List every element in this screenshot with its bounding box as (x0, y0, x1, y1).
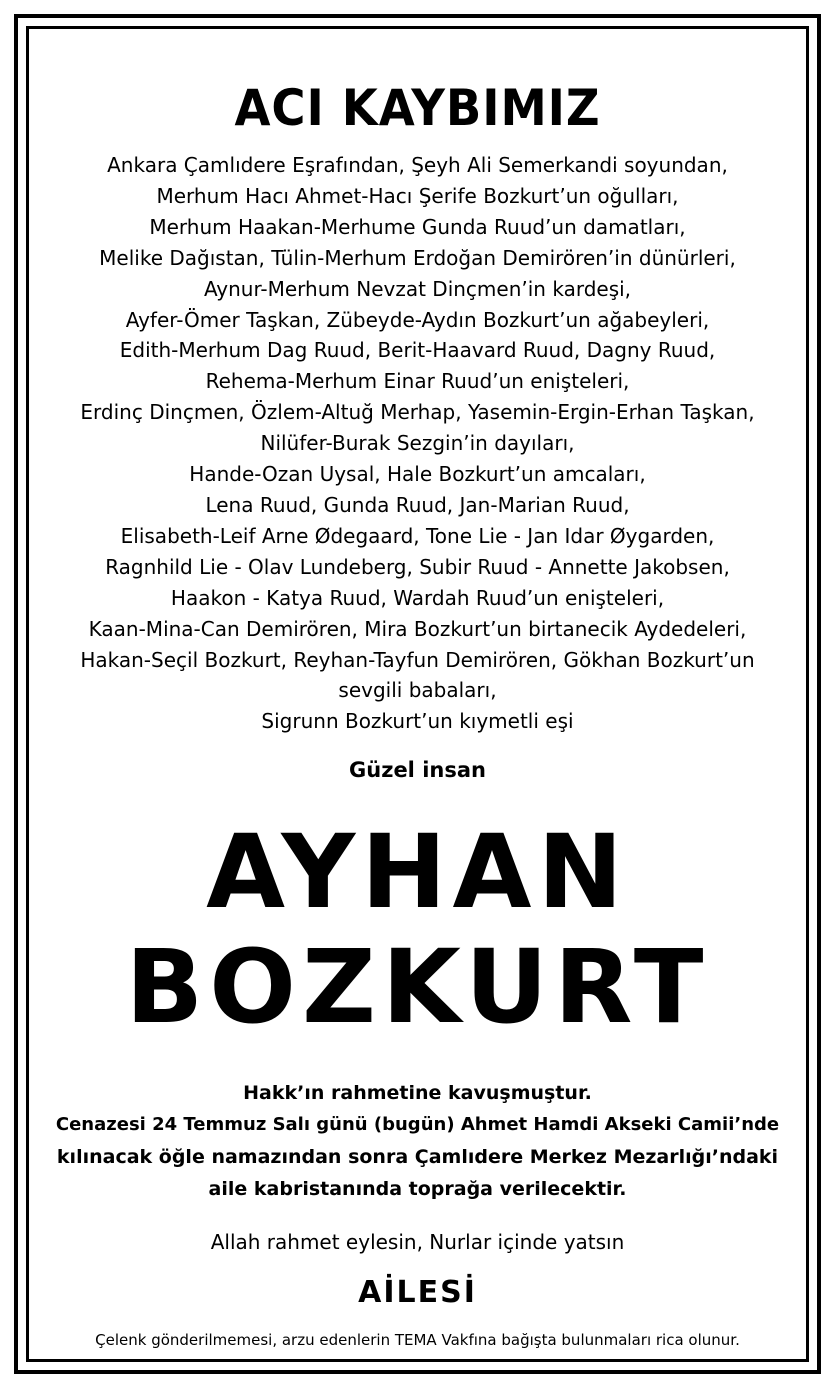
relatives-line: Haakon - Katya Ruud, Wardah Ruud’un enişteleri, (170, 585, 665, 610)
relatives-line: Melike Dağıstan, Tülin-Merhum Erdoğan Demirören’in dünürleri, (99, 245, 736, 270)
relatives-line: Hakan-Seçil Bozkurt, Reyhan-Tayfun Demirören, Gökhan Bozkurt’un (80, 647, 755, 672)
deceased-last-name: BOZKURT (125, 928, 710, 1048)
funeral-detail-line: Hakk’ın rahmetine kavuşmuştur. (243, 1082, 592, 1105)
relatives-line: sevgili babaları, (338, 678, 497, 703)
notice-heading: ACI KAYBIMIZ (234, 79, 601, 137)
relatives-line: Aynur-Merhum Nevzat Dinçmen’in kardeşi, (203, 276, 632, 301)
relatives-line: Merhum Hacı Ahmet-Hacı Şerife Bozkurt’un oğulları, (156, 183, 679, 208)
deceased-first-name: AYHAN (206, 813, 629, 933)
relatives-line: Ankara Çamlıdere Eşrafından, Şeyh Ali Semerkandi soyundan, (107, 153, 728, 177)
relatives-list (26, 150, 809, 737)
relatives-line: Lena Ruud, Gunda Ruud, Jan-Marian Ruud, (205, 492, 630, 517)
relatives-line: Ragnhild Lie - Olav Lundeberg, Subir Ruud - Annette Jakobsen, (105, 554, 730, 579)
relatives-line: Nilüfer-Burak Sezgin’in dayıları, (260, 431, 575, 456)
funeral-detail-line: Cenazesi 24 Temmuz Salı günü (bugün) Ahmet Hamdi Akseki Camii’nde (55, 1114, 780, 1136)
family-signature: AİLESİ (358, 1275, 477, 1311)
relatives-line: Kaan-Mina-Can Demirören, Mira Bozkurt’un birtanecik Aydedeleri, (88, 616, 747, 641)
footnote: Çelenk gönderilmemesi, arzu edenlerin TEMA Vakfına bağışta bulunmaları rica olunur. (95, 1331, 740, 1350)
relatives-line: Elisabeth-Leif Arne Ødegaard, Tone Lie - Jan Idar Øygarden, (120, 523, 715, 548)
subtitle: Güzel insan (349, 758, 486, 783)
relatives-line: Ayfer-Ömer Taşkan, Zübeyde-Aydın Bozkurt’un ağabeyleri, (125, 307, 710, 332)
relatives-line: Hande-Ozan Uysal, Hale Bozkurt’un amcaları, (189, 462, 646, 487)
prayer-line: Allah rahmet eylesin, Nurlar içinde yatsın (210, 1230, 625, 1255)
relatives-line: Merhum Haakan-Merhume Gunda Ruud’un damatları, (149, 214, 686, 239)
obituary-notice (26, 26, 809, 1362)
relatives-line: Edith-Merhum Dag Ruud, Berit-Haavard Ruud, Dagny Ruud, (119, 338, 716, 363)
funeral-detail-line: aile kabristanında toprağa verilecektir. (208, 1178, 627, 1201)
relatives-line: Sigrunn Bozkurt’un kıymetli eşi (261, 709, 574, 734)
relatives-line: Erdinç Dinçmen, Özlem-Altuğ Merhap, Yasemin-Ergin-Erhan Taşkan, (80, 400, 755, 425)
relatives-line: Rehema-Merhum Einar Ruud’un enişteleri, (205, 369, 630, 394)
funeral-details (26, 1077, 809, 1205)
funeral-detail-line: kılınacak öğle namazından sonra Çamlıdere Merkez Mezarlığı’ndaki (56, 1146, 779, 1169)
